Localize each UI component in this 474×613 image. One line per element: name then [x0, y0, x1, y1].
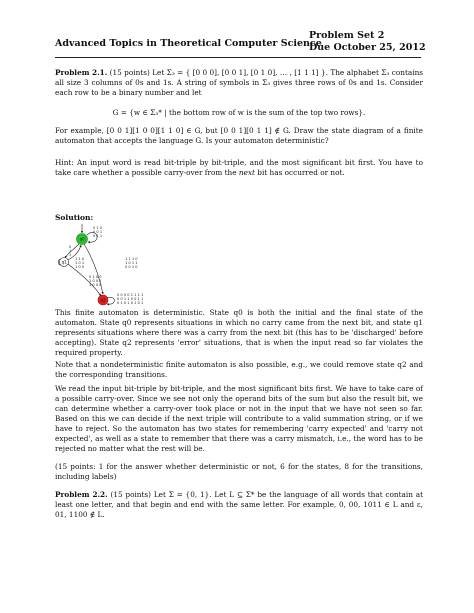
q0-loop-label-row1: 0 1 0 — [93, 226, 103, 230]
q0-q1-label-row2: 1 — [69, 249, 72, 253]
hint — [55, 158, 423, 178]
q2-loop-label-row3: 0 1 0 1 0 1 0 1 — [117, 301, 144, 305]
q0-q1-label-row3: 1 — [69, 253, 72, 257]
due-date: Due October 25, 2012 — [309, 42, 426, 53]
problem-2-text: Let Σ = {0, 1}. Let L ⊆ Σ* be the language of all words that contain at least one letter, and that begin and end with the same letter. For example, 0, 00, 1011 ∈ L and ε, 01, 1100 ∉ L. — [55, 490, 423, 519]
state-q2-label: q2 — [100, 297, 106, 303]
q0-q1-label-row1: 0 — [69, 245, 72, 249]
q1-loop-label-row1: 1 1 1 0 — [125, 257, 138, 261]
q0-q2-label-row2: 1 0 0 1 — [89, 279, 102, 283]
solution-heading: Solution: — [55, 213, 94, 222]
q1-loop-label-row2: 1 0 1 1 — [125, 261, 138, 265]
points-note: (15 points: 1 for the answer whether deterministic or not, 6 for the states, 8 for the transitions, including labels) — [55, 462, 423, 481]
state-diagram — [45, 222, 185, 310]
q0-loop-label-row3: 0 1 1 — [93, 234, 103, 238]
q1-loop-label-row3: 0 0 1 0 — [125, 265, 138, 269]
q1-q0-label-row1: 1 1 0 — [75, 257, 85, 261]
q1-q0-label-row3: 1 0 0 — [75, 265, 85, 269]
solution-paragraph-1: This finite automaton is deterministic. State q0 is both the initial and the final state of the automaton. State q0 represents situations in which no carry came from the next bit, and state q1 represents situations where there was a carry from the next bit (this has to be 'discharged' before accepting). State q2 represents 'error' situations, that is when the input read so far violates the required property. — [55, 308, 423, 357]
solution-paragraph-3: We read the input bit-triple by bit-triple, and the most significant bits first. We have to take care of a possible carry-over. Since we see not only the operand bits of the sum but also the result bit, we can determine whether a carry-over took place or not in the input that we have not seen so far. Based on this we can decide if the next triple will contribute to a valid summation string, or if we have to reject. So the automaton has two states for remembering 'carry expected' and 'carry not expected', as well as a state to remember that there was a carry mismatch, i.e., the word has to be rejected no matter what the rest will be. — [55, 384, 423, 453]
problem-set-label: Problem Set 2 — [309, 30, 385, 41]
problem-1-intro — [55, 68, 423, 98]
problem-1-heading: Problem 2.1. — [55, 68, 108, 77]
state-q1-label: q1 — [61, 259, 67, 265]
state-diagram-svg — [45, 222, 185, 310]
solution-paragraph-2: Note that a nondeterministic finite automaton is also possible, e.g., we could remove state q2 and the corresponding transitions. — [55, 360, 423, 379]
problem-1-text: Let Σ₃ = { [0 0 0], [0 0 1], [0 1 0], … , [1 1 1] }. The alphabet Σ₃ contains all size 3 columns of 0s and 1s. A string of symbols in Σ₃ gives three rows of 0s and 1s. Consider each row to be a binary number and let — [55, 68, 424, 97]
course-title: Advanced Topics in Theoretical Computer Science — [55, 38, 322, 49]
problem-2-heading: Problem 2.2. — [55, 490, 108, 499]
problem-1-example: For example, [0 0 1][1 0 0][1 1 0] ∈ G, but [0 0 1][0 1 1] ∉ G. Draw the state diagram of a finite automaton that accepts the language G. Is your automaton deterministic? — [55, 126, 423, 145]
q0-loop-label-row2: 0 0 1 — [93, 230, 103, 234]
q0-q2-label-row1: 0 1 0 0 — [89, 275, 102, 279]
q1-q0-label-row2: 1 0 1 — [75, 261, 85, 265]
hint-text: Hint: An input word is read bit-triple by bit-triple, and the most significant bit first. You have to take care whether a possible carry-over from the — [55, 158, 423, 177]
problem-1-points: (15 points) — [109, 68, 150, 77]
header-rule — [55, 57, 421, 58]
problem-2 — [55, 490, 423, 520]
problem-2-points: (15 points) — [110, 490, 152, 499]
language-definition: G = {w ∈ Σ₃* | the bottom row of w is the sum of the top two rows}. — [112, 108, 366, 117]
state-q0-label: q0 — [79, 236, 85, 242]
q2-loop-label-row2: 0 0 1 1 0 0 1 1 — [117, 297, 144, 301]
q2-loop-label-row1: 0 0 0 0 1 1 1 1 — [117, 293, 144, 297]
hint-end: bit has occurred or not. — [257, 168, 345, 177]
header-right — [309, 30, 426, 54]
q0-q2-label-row3: 1 0 0 0 — [89, 283, 102, 287]
hint-italic: next — [238, 168, 255, 177]
q0-to-q1-edge — [65, 244, 79, 258]
